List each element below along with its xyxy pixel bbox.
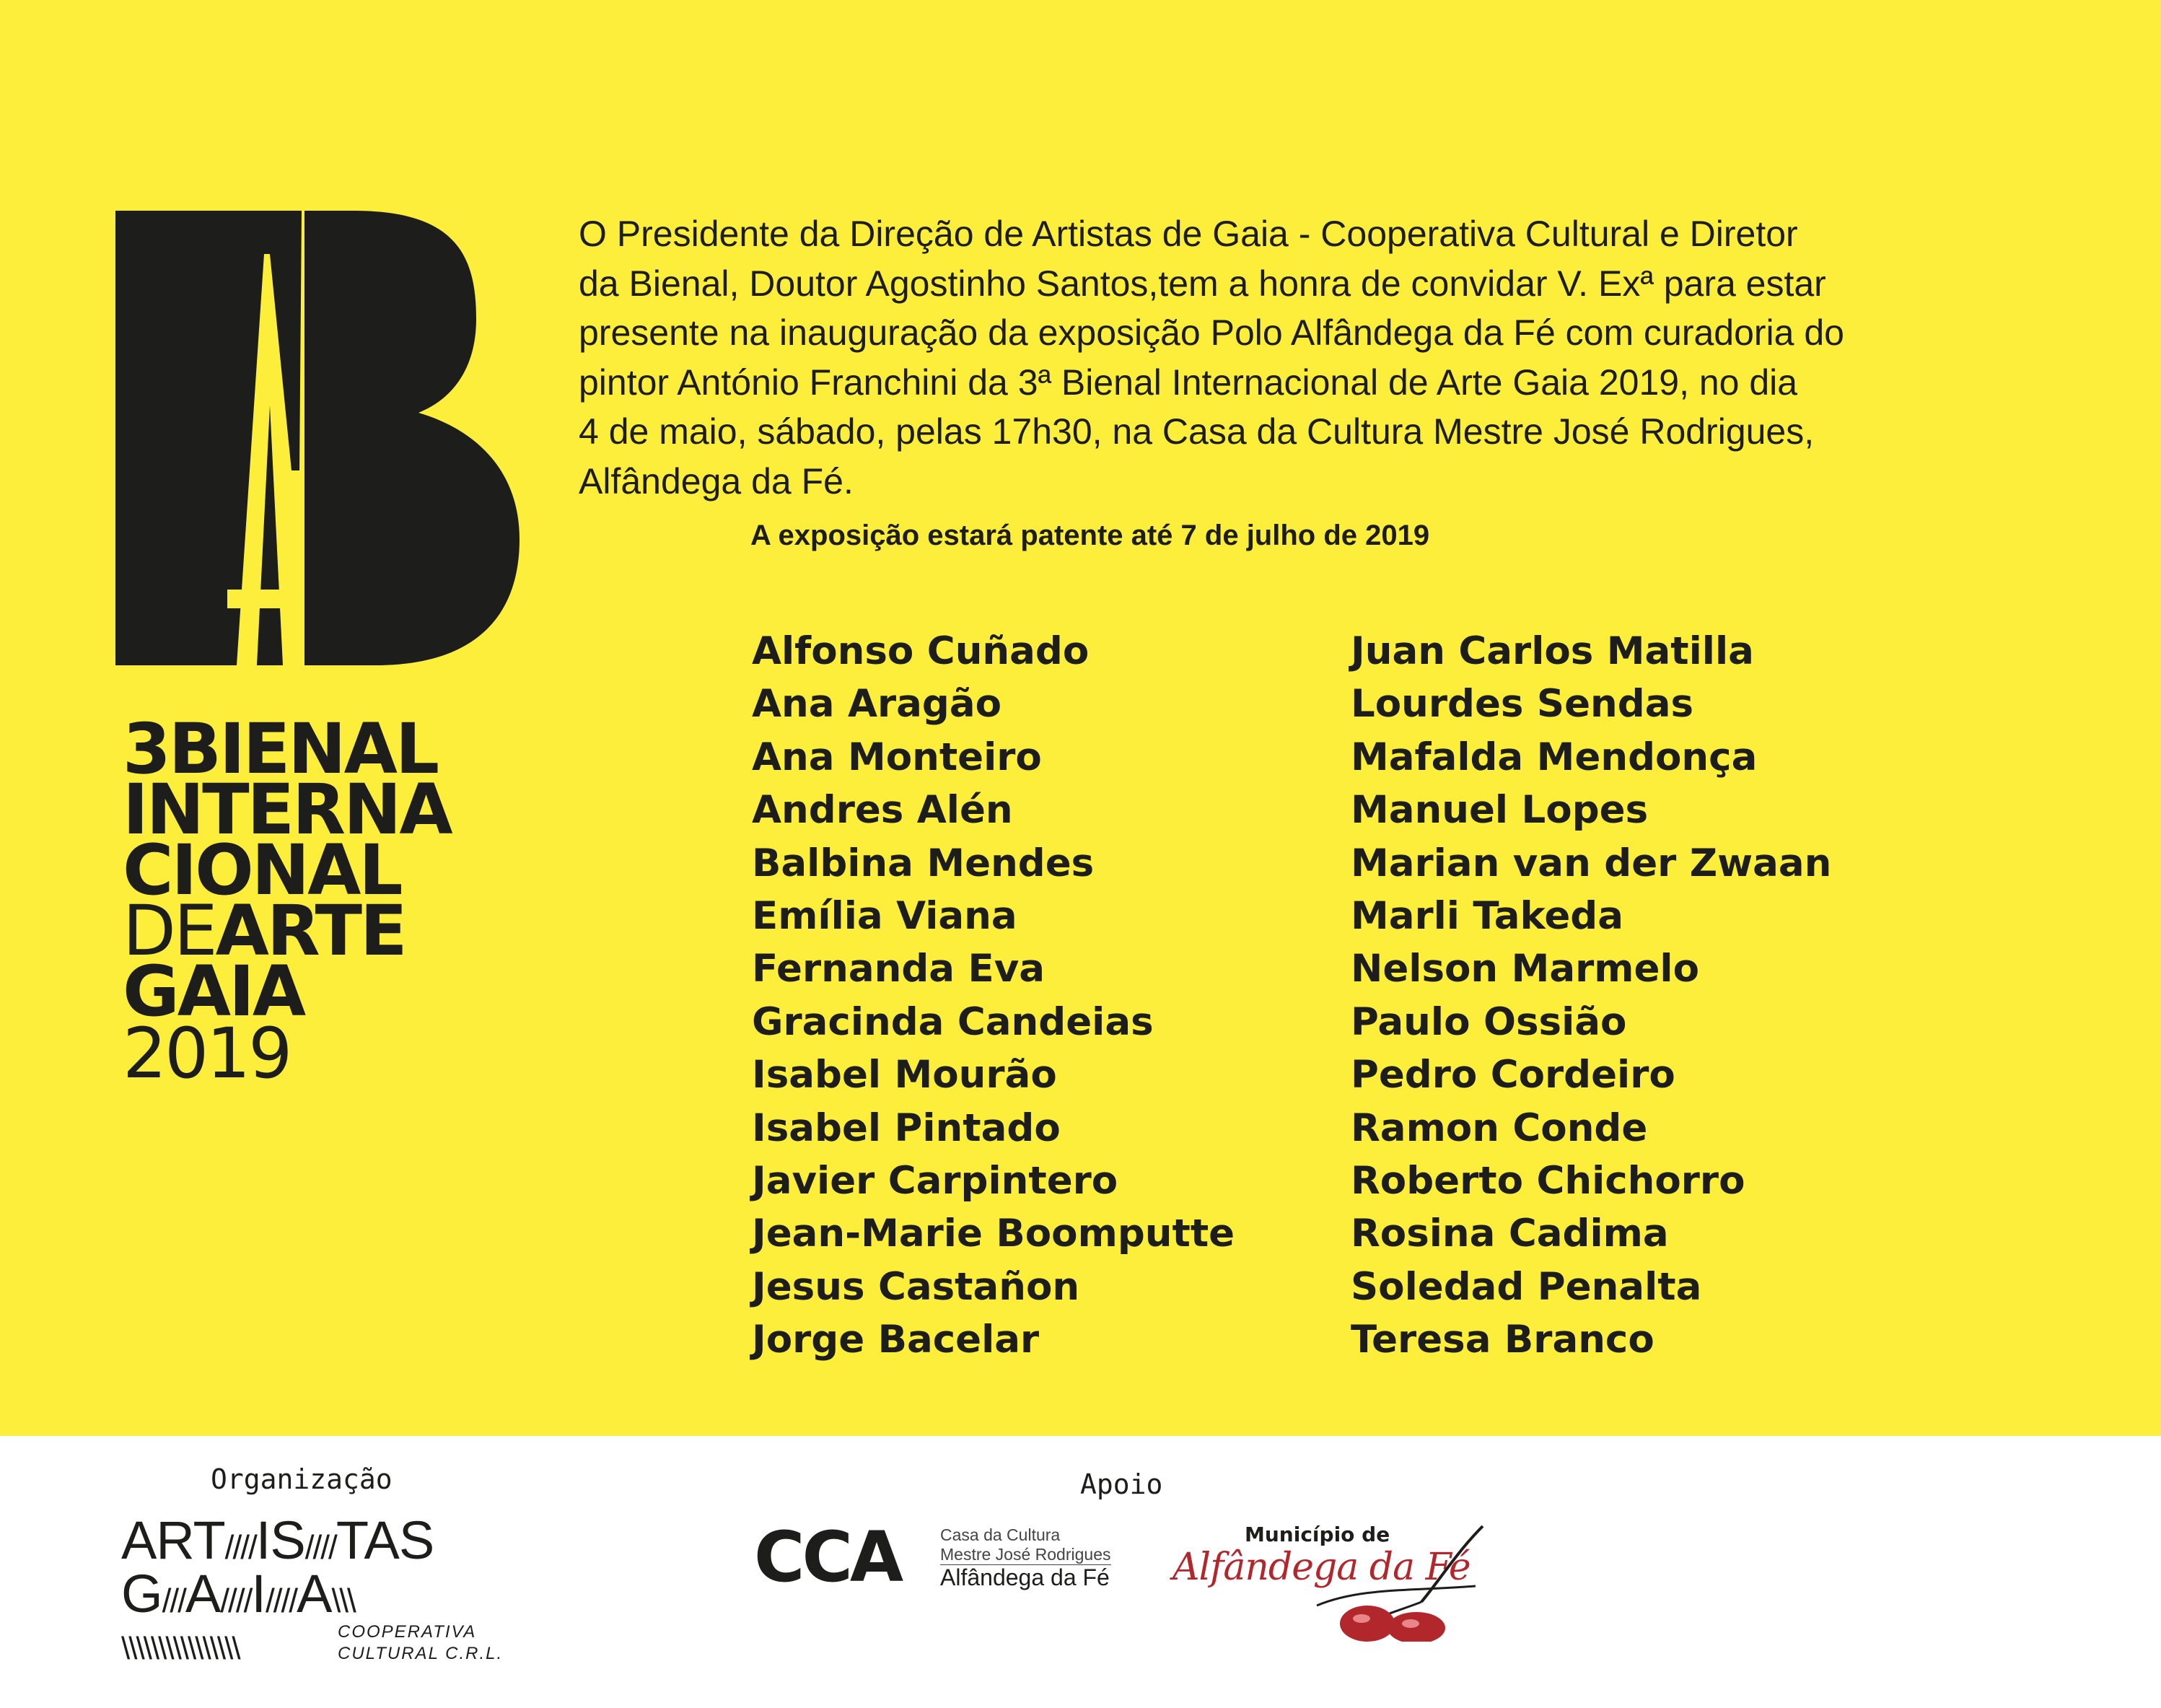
slash-pattern-icon: \\\ [331,1582,355,1619]
logo-word-arte: ARTE [215,890,406,971]
artistas-gaia-logo [121,1510,504,1669]
artist-name: Alfonso Cuñado [752,629,1090,673]
slash-pattern-icon: /// [162,1582,185,1619]
artist-name: Emília Viana [752,894,1017,939]
artistas-logo-row-2 [121,1564,355,1627]
artistas-logo-text: I [251,1564,266,1624]
cca-line-1: Casa da Cultura [940,1525,1061,1544]
artist-name: Juan Carlos Matilla [1351,629,1754,673]
artist-name: Jean-Marie Boomputte [752,1212,1235,1256]
artist-name: Teresa Branco [1351,1318,1654,1362]
artistas-logo-text: ART [121,1510,225,1570]
slash-pattern-icon: //// [304,1528,336,1566]
artistas-logo-text: IS [255,1510,305,1570]
cca-line-2: Mestre José Rodrigues [940,1545,1111,1564]
slash-pattern-icon: //// [220,1582,252,1619]
artist-name: Ramon Conde [1351,1105,1648,1150]
artistas-coop-line-1: COOPERATIVA [338,1622,477,1642]
artistas-logo-text: A [297,1564,332,1624]
artist-name: Soledad Penalta [1351,1264,1702,1309]
artist-name: Pedro Cordeiro [1351,1053,1675,1098]
artist-name: Isabel Mourão [752,1053,1057,1098]
artistas-logo-text: TAS [336,1510,434,1570]
invitation-line: presente na inauguração da exposição Polo Alfândega da Fé com curadoria do [579,312,1844,353]
bienal-ab-logo-mark [115,211,520,665]
invitation-line: da Bienal, Doutor Agostinho Santos,tem a honra de convidar V. Exª para estar [579,263,1826,304]
artist-name: Mafalda Mendonça [1351,735,1758,779]
artist-name: Roberto Chichorro [1351,1159,1745,1204]
artist-name: Jorge Bacelar [752,1318,1040,1362]
logo-line-gaia: GAIA [123,951,304,1032]
backslash-pattern-icon: \\\\\\\\\\\\\\\\ [121,1631,240,1666]
logo-line-3bienal: 3BIENAL [123,709,438,789]
cca-line-3: Alfândega da Fé [940,1564,1110,1590]
artist-name: Paulo Ossião [1351,999,1627,1044]
logo-word-de: DE [123,890,216,971]
artistas-logo-text: G [121,1564,162,1624]
artist-name: Balbina Mendes [752,841,1095,885]
artistas-logo-text: A [185,1564,221,1624]
artist-name: Manuel Lopes [1351,788,1649,833]
artist-name: Gracinda Candeias [752,999,1154,1044]
slash-pattern-icon: //// [224,1528,256,1566]
artist-name: Jesus Castañon [752,1264,1080,1309]
cca-mark: CCA [754,1517,901,1598]
artistas-coop-line-2: CULTURAL C.R.L. [338,1644,504,1663]
support-label: Apoio [1080,1468,1163,1500]
invitation-line: 4 de maio, sábado, pelas 17h30, na Casa da Cultura Mestre José Rodrigues, [579,411,1815,452]
invitation-text [579,209,2101,506]
organization-label: Organização [211,1463,393,1495]
artist-name: Marian van der Zwaan [1351,841,1832,885]
artist-name: Marli Takeda [1351,894,1623,939]
cherries-icon [1172,1523,1490,1642]
municipio-label: Município de [1245,1523,1390,1546]
artist-name: Fernanda Eva [752,947,1046,991]
slash-pattern-icon: //// [265,1582,297,1619]
invitation-line: pintor António Franchini da 3ª Bienal Internacional de Arte Gaia 2019, no dia [579,362,1798,403]
artist-name: Lourdes Sendas [1351,682,1694,727]
artist-name: Ana Aragão [752,682,1002,727]
invitation-line: O Presidente da Direção de Artistas de Gaia - Cooperativa Cultural e Diretor [579,214,1798,254]
artists-column-2 [1351,625,1831,1367]
invitation-line: Alfândega da Fé. [579,460,854,502]
artist-name: Ana Monteiro [752,735,1042,779]
exhibition-dates-note: A exposição estará patente até 7 de julho de 2019 [750,520,1430,551]
artist-name: Javier Carpintero [752,1159,1118,1204]
artistas-logo-row-1 [121,1510,434,1574]
municipio-alfandega-logo [1172,1523,1490,1642]
artist-name: Andres Alén [752,788,1013,833]
artist-name: Rosina Cadima [1351,1212,1669,1256]
logo-line-year: 2019 [123,1013,291,1094]
logo-line-cional: CIONAL [123,830,401,911]
artists-column-1 [752,625,1235,1367]
municipio-script-name: Alfândega da Fé [1172,1546,1470,1589]
cca-logo [754,1517,1115,1598]
cca-text [940,1525,1111,1590]
logo-line-interna: INTERNA [123,769,451,850]
artist-name: Isabel Pintado [752,1105,1061,1150]
artist-name: Nelson Marmelo [1351,947,1700,991]
